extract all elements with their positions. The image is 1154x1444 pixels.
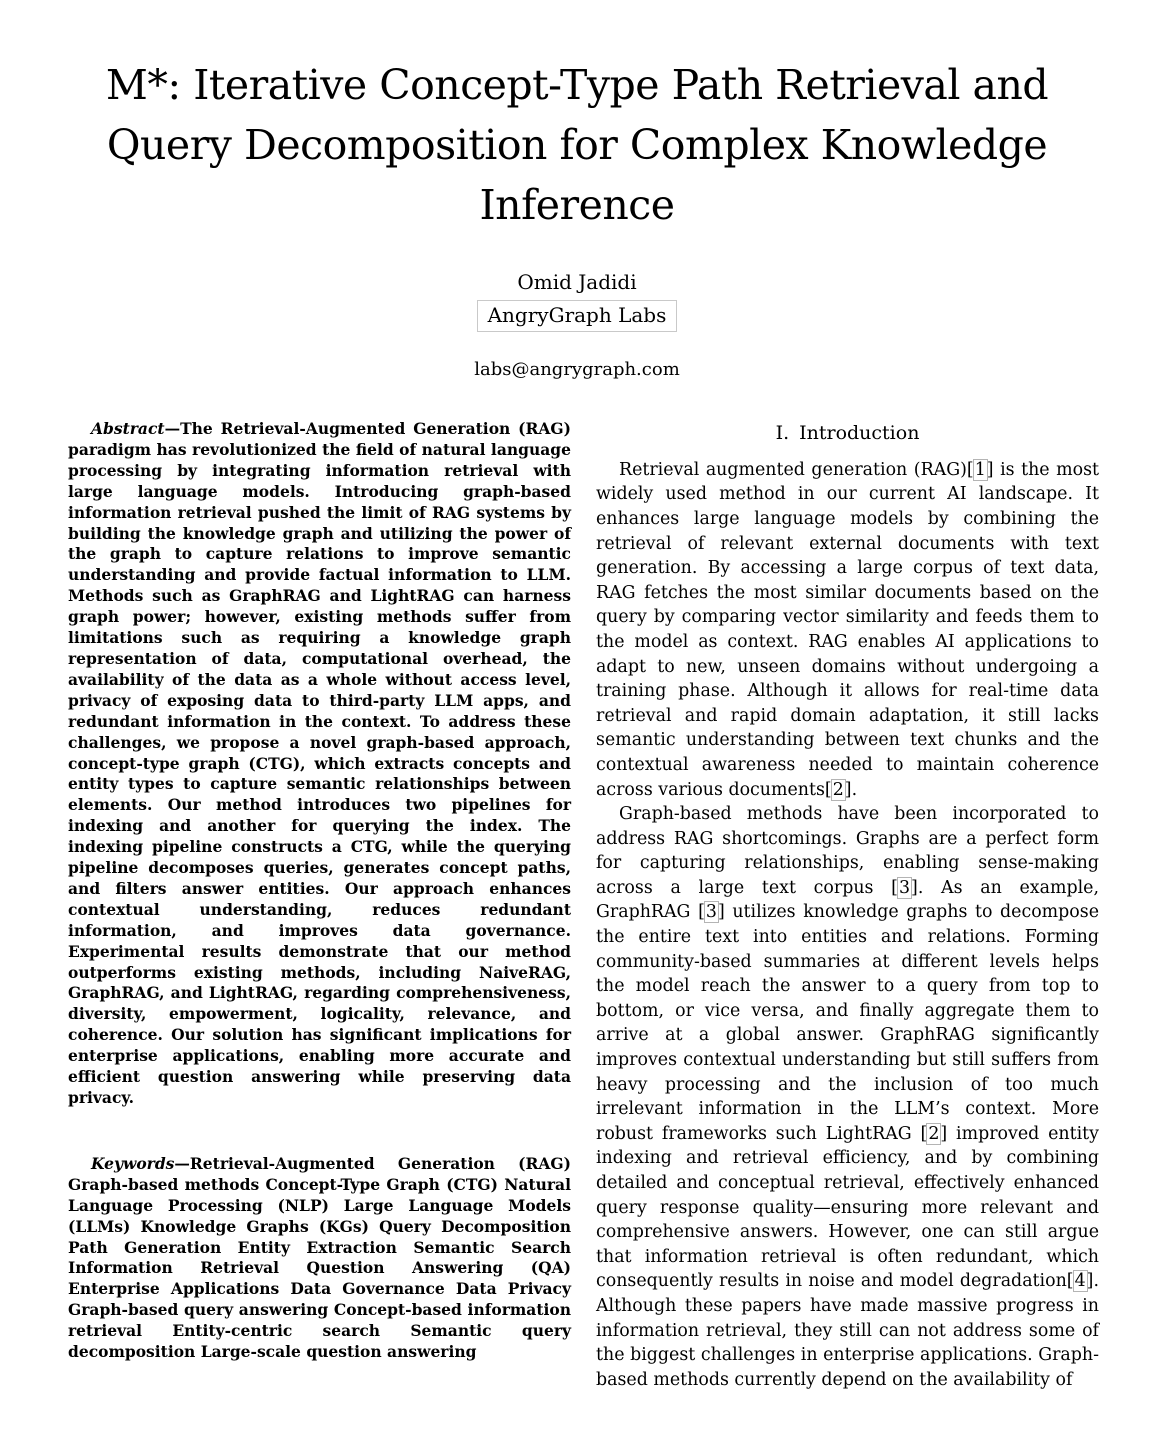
affiliation-box: AngryGraph Labs [477, 300, 678, 332]
keywords-paragraph [68, 1154, 571, 1363]
citation-ref[interactable]: 1 [974, 459, 986, 480]
paper-title [0, 56, 1154, 236]
citation-ref[interactable]: 2 [832, 779, 844, 800]
citation-ref[interactable]: 4 [1074, 1271, 1086, 1292]
keywords-text: —Retrieval-Augmented Generation (RAG) Graph-based methods Concept-Type Graph (CTG) Natural Language Processing (NLP) Large Language Models (LLMs) Knowledge Graphs (KGs) Query Decomposition Path Generation Entity Extraction Semantic Search Information Retrieval Question Answering (QA) Enterprise Applications Data Governance Data Privacy Graph-based query answering Concept-based information retrieval Entity-centric search Semantic query decomposition Large-scale question answering [68, 1153, 571, 1362]
section-number: I. [775, 422, 790, 444]
citation-ref[interactable]: 3 [898, 877, 911, 898]
paper-title-line-3: Inference [479, 180, 675, 229]
paper-title-line-1: M*: Iterative Concept-Type Path Retrieval and [105, 61, 1049, 109]
abstract-label: Abstract [91, 419, 165, 438]
two-column-body [68, 419, 1099, 1392]
author-email[interactable]: labs@angrygraph.com [474, 358, 680, 380]
abstract-paragraph [68, 419, 571, 1109]
author-name: Omid Jadidi [517, 269, 637, 294]
citation-ref[interactable]: 2 [928, 1123, 940, 1144]
citation-ref[interactable]: 3 [705, 902, 717, 923]
section-title: Introduction [799, 422, 920, 444]
paper-title-line-2: Query Decomposition for Complex Knowledge [106, 120, 1048, 169]
right-column [596, 419, 1099, 1392]
section-heading-introduction [596, 422, 1099, 445]
intro-paragraph-1: Retrieval augmented generation (RAG)[1] is the most widely used method in our current AI landscape. It enhances large language models by combining the retrieval of relevant external documents with text generation. By accessing a large corpus of text data, RAG fetches the most similar documents based on the query by comparing vector similarity and feeds them to the model as context. RAG enables AI applications to adapt to new, unseen domains without undergoing a training phase. Although it allows for real-time data retrieval and rapid domain adaptation, it still lacks semantic understanding between text chunks and the contextual awareness needed to maintain coherence across various documents[2]. [596, 459, 1099, 800]
paper-header [0, 0, 1154, 380]
affiliation-row [0, 300, 1154, 332]
intro-paragraph-2: Graph-based methods have been incorporated to address RAG shortcomings. Graphs are a perfect form for capturing relationships, enabling sense-making across a large text corpus [3]. As an example, GraphRAG [3] utilizes knowledge graphs to decompose the entire text into entities and relations. Forming community-based summaries at different levels helps the model reach the answer to a query from top to bottom, or vice versa, and finally aggregate them to arrive at a global answer. GraphRAG significantly improves contextual understanding but still suffers from heavy processing and the inclusion of too much irrelevant information in the LLM’s context. More robust frameworks such LightRAG [2] improved entity indexing and retrieval efficiency, and by combining detailed and conceptual retrieval, effectively enhanced query response quality—ensuring more relevant and comprehensive answers. However, one can still argue that information retrieval is often redundant, which consequently results in noise and model degradation[4]. Although these papers have made massive progress in information retrieval, they still can not address some of the biggest challenges in enterprise applications. Graph-based methods currently depend on the availability of [596, 804, 1099, 1390]
left-column [68, 419, 571, 1392]
abstract-text: —The Retrieval-Augmented Generation (RAG) paradigm has revolutionized the field of natural language processing by integrating information retrieval with large language models. Introducing graph-based information retrieval pushed the limit of RAG systems by building the knowledge graph and utilizing the power of the graph to capture relations to improve semantic understanding and provide factual information to LLM. Methods such as GraphRAG and LightRAG can harness graph power; however, existing methods suffer from limitations such as requiring a knowledge graph representation of data, computational overhead, the availability of the data as a whole without access level, privacy of exposing data to third-party LLM apps, and redundant information in the context. To address these challenges, we propose a novel graph-based approach, concept-type graph (CTG), which extracts concepts and entity types to capture semantic relationships between elements. Our method introduces two pipelines for indexing and another for querying the index. The indexing pipeline constructs a CTG, while the querying pipeline decomposes queries, generates concept paths, and filters answer entities. Our approach enhances contextual understanding, reduces redundant information, and improves data governance. Experimental results demonstrate that our method outperforms existing methods, including NaiveRAG, GraphRAG, and LightRAG, regarding comprehensiveness, diversity, empowerment, logicality, relevance, and coherence. Our solution has significant implications for enterprise applications, enabling more accurate and efficient question answering while preserving data privacy. [68, 419, 571, 1107]
keywords-label: Keywords [91, 1153, 175, 1173]
